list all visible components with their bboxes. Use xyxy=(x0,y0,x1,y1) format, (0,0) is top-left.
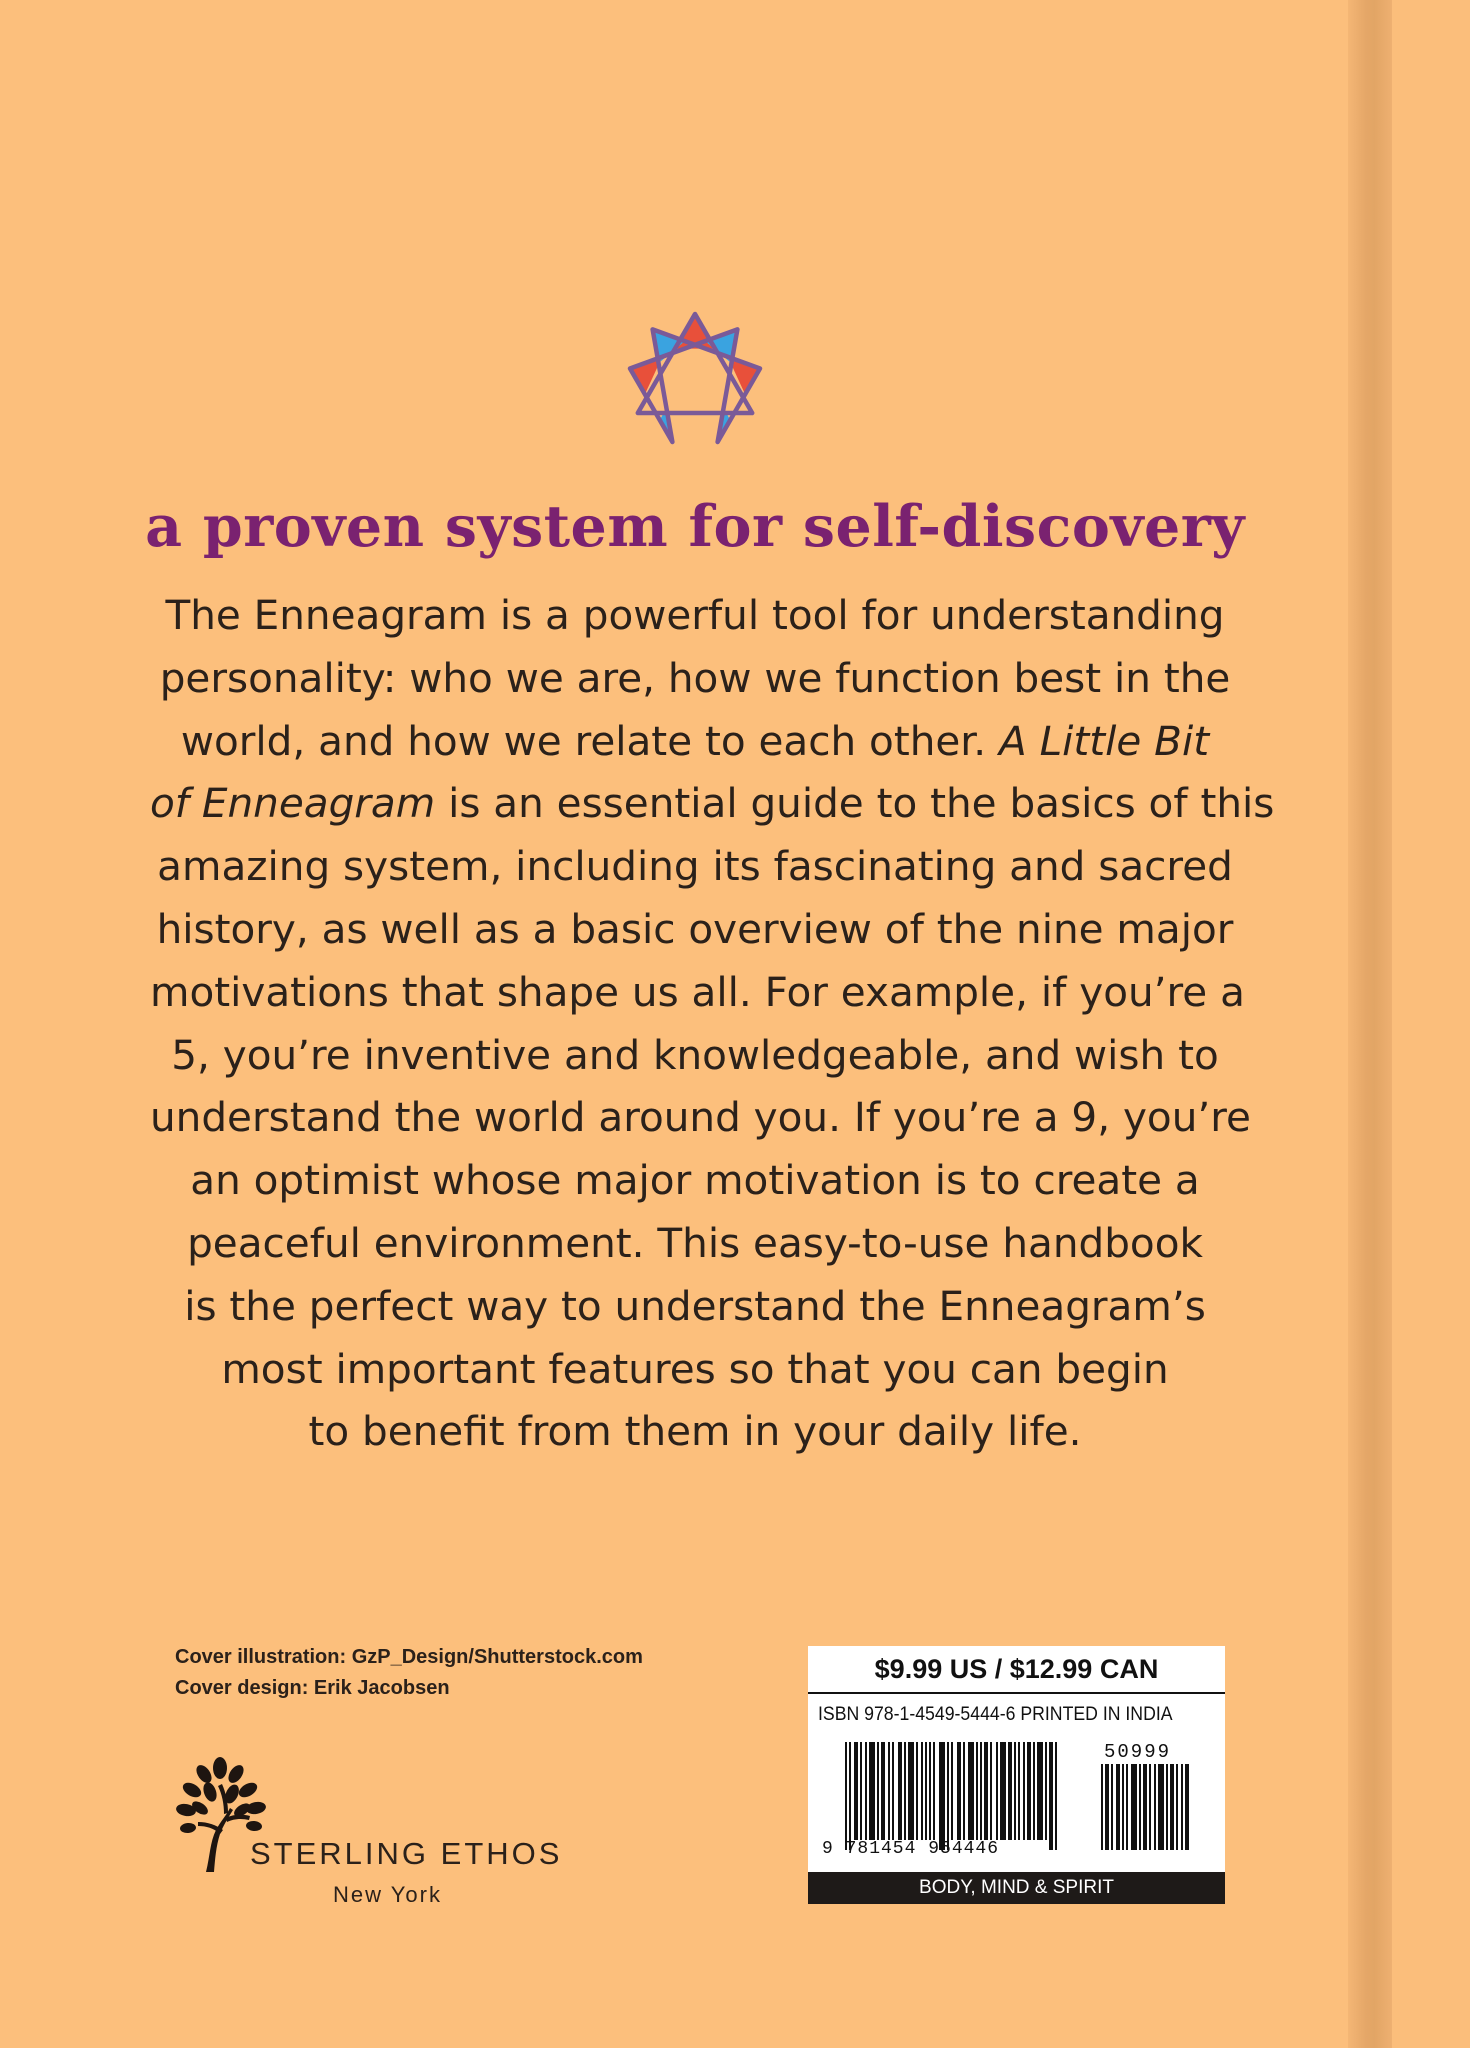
design-credit: Cover design: Erik Jacobsen xyxy=(175,1677,450,1699)
blurb-line: 5, you’re inventive and knowledgeable, and wish to xyxy=(171,1030,1219,1079)
isbn-line: ISBN 978-1-4549-5444-6 PRINTED IN INDIA xyxy=(818,1704,1173,1725)
ean-digits: 9 781454 954446 xyxy=(822,1839,1000,1859)
price-divider xyxy=(808,1692,1225,1694)
blurb-line: personality: who we are, how we function best in the xyxy=(159,653,1231,702)
addon-digits: 50999 xyxy=(1104,1741,1172,1763)
blurb-line: peaceful environment. This easy-to-use handbook xyxy=(187,1218,1203,1267)
enneagram-icon xyxy=(620,300,770,452)
blurb-line: motivations that shape us all. For example, if you’re a xyxy=(150,967,1245,1016)
publisher-city: New York xyxy=(333,1882,442,1907)
spine-edge xyxy=(1392,0,1470,2048)
blurb-line: understand the world around you. If you’re a 9, you’re xyxy=(150,1093,1251,1142)
tagline: a proven system for self-discovery xyxy=(145,493,1245,560)
book-title-italic: of Enneagram xyxy=(150,779,436,828)
blurb-line: most important features so that you can begin xyxy=(221,1344,1169,1393)
spine-hinge xyxy=(1348,0,1392,2048)
blurb-line: an optimist whose major motivation is to create a xyxy=(190,1156,1200,1205)
blurb xyxy=(150,584,1275,1463)
blurb-line: world, and how we relate to each other. A Little Bit xyxy=(180,716,1210,765)
book-title-italic: A Little Bit xyxy=(998,716,1210,765)
blurb-line: The Enneagram is a powerful tool for understanding xyxy=(165,591,1225,639)
category-label: BODY, MIND & SPIRIT xyxy=(808,1872,1225,1904)
blurb-line: is the perfect way to understand the Enneagram’s xyxy=(184,1281,1206,1330)
addon-barcode xyxy=(1101,1764,1213,1850)
cover-credits xyxy=(175,1642,643,1704)
publisher-name: STERLING ETHOS xyxy=(250,1836,563,1871)
blurb-line: of Enneagram is an essential guide to the basics of this xyxy=(150,779,1275,828)
illustration-credit: Cover illustration: GzP_Design/Shutterstock.com xyxy=(175,1646,643,1668)
publisher-logo xyxy=(170,1756,570,1916)
blurb-line: history, as well as a basic overview of the nine major xyxy=(156,904,1234,953)
blurb-line: to benefit from them in your daily life. xyxy=(308,1407,1082,1456)
barcode-panel xyxy=(808,1646,1225,1904)
blurb-line: amazing system, including its fascinating and sacred xyxy=(157,842,1233,891)
price-label: $9.99 US / $12.99 CAN xyxy=(874,1654,1159,1684)
ean-barcode xyxy=(845,1742,1083,1850)
